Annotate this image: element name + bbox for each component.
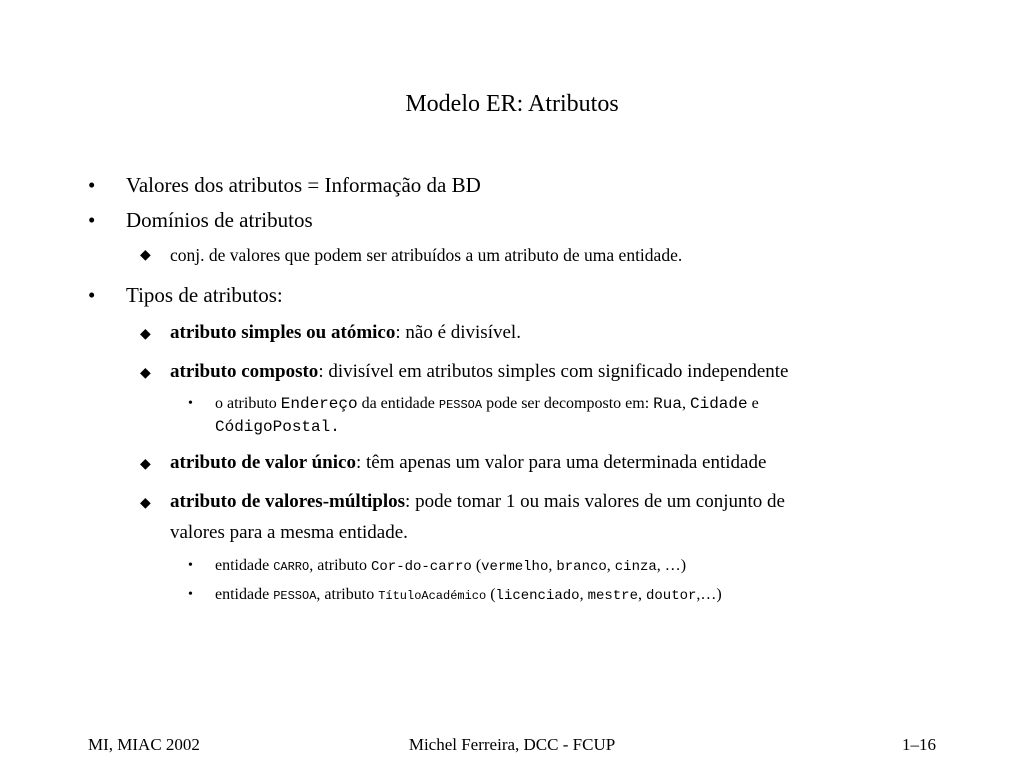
sub-bullet-dominios: [0, 243, 1024, 267]
footer-course: MI, MIAC 2002: [88, 735, 200, 754]
bullet-text: Valores dos atributos = Informação da BD: [126, 173, 481, 197]
bullet-text: Tipos de atributos:: [126, 283, 283, 307]
example-text-part: (: [486, 586, 496, 603]
bullet-valores: [0, 171, 1024, 199]
example-carro: [0, 555, 1024, 577]
bullet-dominios: [0, 206, 1024, 234]
example-text: [215, 416, 340, 438]
sub-bullet-multi-continued: [0, 520, 1024, 546]
sub-bullet-text: [170, 450, 766, 476]
example-text-part: ,: [548, 557, 557, 574]
sub-bullet-simples: [0, 320, 1024, 346]
example-text-part: ,: [681, 395, 690, 412]
example-text: [215, 393, 759, 416]
definition-multi: : pode tomar 1 ou mais valores de um conjunto de: [405, 491, 785, 512]
example-text-part: da entidade: [357, 395, 439, 412]
sub-bullet-text: [170, 489, 785, 515]
example-text-part: ,…): [696, 586, 722, 603]
term-multi: atributo de valores-múltiplos: [170, 491, 406, 512]
code-endereco: Endereço: [280, 395, 358, 413]
code-tituloacademico: TítuloAcadémico: [378, 589, 487, 603]
code-carro: CARRO: [273, 560, 310, 574]
example-composto-continued: [0, 416, 1024, 438]
code-pessoa: PESSOA: [438, 398, 483, 412]
sub-bullet-text: conj. de valores que podem ser atribuídos a um atributo de uma entidade.: [170, 245, 683, 265]
example-text-part: entidade: [215, 586, 274, 603]
diamond-icon: ◆: [140, 327, 151, 342]
term-composto: atributo composto: [170, 361, 319, 382]
example-text-part: pode ser decomposto em:: [482, 395, 654, 412]
example-text: [215, 555, 686, 578]
example-text-part: .: [330, 418, 340, 436]
definition-simples: : não é divisível.: [395, 322, 521, 343]
sub-bullet-text: [170, 359, 788, 385]
sub-bullet-unico: [0, 450, 1024, 476]
code-doutor: doutor: [645, 588, 697, 604]
example-text: [215, 584, 722, 607]
sub-bullet-composto: [0, 359, 1024, 385]
sub-bullet-multi: [0, 489, 1024, 515]
bullet-tipos: [0, 281, 1024, 309]
bullet-marker: •: [188, 558, 193, 573]
code-cidade: Cidade: [689, 395, 748, 413]
definition-multi-continued: valores para a mesma entidade.: [170, 522, 408, 543]
definition-unico: : têm apenas um valor para uma determinada entidade: [355, 452, 767, 473]
term-unico: atributo de valor único: [170, 452, 356, 473]
diamond-icon: ◆: [140, 496, 151, 511]
example-text-part: entidade: [215, 557, 274, 574]
example-text-part: , …): [656, 557, 687, 574]
slide-title: Modelo ER: Atributos: [405, 91, 619, 117]
code-codigopostal: CódigoPostal: [215, 418, 331, 436]
code-licenciado: licenciado: [495, 588, 580, 604]
example-text-part: , atributo: [316, 586, 379, 603]
bullet-marker: •: [88, 173, 96, 197]
example-text-part: ,: [579, 586, 588, 603]
diamond-icon: ◆: [140, 366, 151, 381]
code-mestre: mestre: [587, 588, 638, 604]
code-cinza: cinza: [614, 559, 657, 575]
code-pessoa: PESSOA: [273, 589, 317, 603]
bullet-marker: •: [88, 208, 96, 232]
example-text-part: ,: [606, 557, 615, 574]
footer-author: Michel Ferreira, DCC - FCUP: [408, 735, 616, 754]
example-text-part: o atributo: [215, 395, 281, 412]
code-cor-do-carro: Cor-do-carro: [370, 559, 472, 575]
example-text-part: , atributo: [309, 557, 371, 574]
sub-bullet-text: [170, 320, 521, 346]
bullet-text: Domínios de atributos: [126, 208, 313, 232]
example-composto: [0, 393, 1024, 415]
diamond-icon: ◆: [140, 248, 151, 263]
bullet-marker: •: [188, 396, 193, 411]
code-vermelho: vermelho: [481, 559, 549, 575]
example-pessoa: [0, 584, 1024, 606]
footer-page-number: 1–16: [902, 735, 936, 754]
bullet-marker: •: [188, 587, 193, 602]
example-text-part: (: [471, 557, 482, 574]
definition-composto: : divisível em atributos simples com significado independente: [318, 361, 789, 382]
example-text-part: ,: [637, 586, 646, 603]
term-simples: atributo simples ou atómico: [170, 322, 396, 343]
code-rua: Rua: [653, 395, 682, 413]
bullet-marker: •: [88, 283, 96, 307]
diamond-icon: ◆: [140, 457, 151, 472]
example-text-part: e: [747, 395, 759, 412]
code-branco: branco: [556, 559, 607, 575]
